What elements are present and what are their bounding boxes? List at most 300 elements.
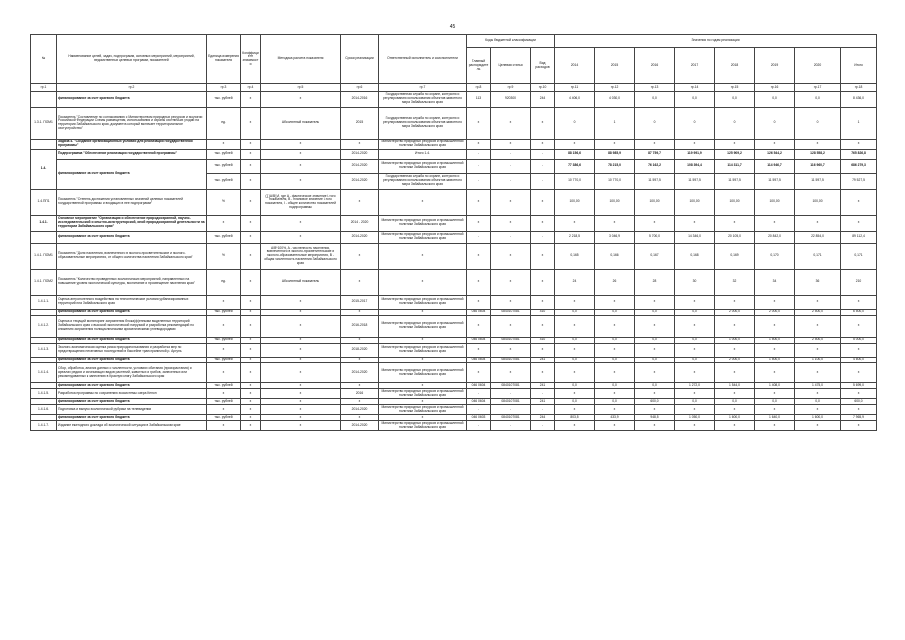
- row-number: 1.4.1.6.: [31, 405, 57, 415]
- row-unit: х: [207, 215, 241, 231]
- row-code-type: х: [531, 215, 555, 231]
- table-row: [31, 215, 877, 231]
- row-method: х: [261, 139, 341, 149]
- row-name: Эколого-экономическая оценка риска природопользования и разработка мер по предотвращению негативных последствий в бассейне трансграничной р. Аргунь: [57, 343, 207, 357]
- row-year-value: х: [675, 389, 715, 399]
- row-number: 1.3.1. ПОМ1: [31, 107, 57, 139]
- row-method: х: [261, 231, 341, 243]
- row-code-type: х: [531, 363, 555, 383]
- row-responsible: х: [379, 309, 467, 315]
- row-year-value: х: [795, 295, 841, 309]
- column-index: гр.13: [635, 84, 675, 91]
- row-number: [31, 91, 57, 107]
- row-year-value: х: [755, 315, 795, 337]
- row-year-value: 114 946,7: [755, 159, 795, 173]
- row-year-value: 2 218,5: [555, 231, 595, 243]
- row-method: х: [261, 337, 341, 343]
- row-year-value: х: [555, 295, 595, 309]
- row-year-value: 1 000,0: [715, 337, 755, 343]
- row-year-value: х: [755, 295, 795, 309]
- row-responsible: х: [379, 415, 467, 421]
- row-coef: х: [241, 231, 261, 243]
- row-term: 2016: [341, 389, 379, 399]
- col-year: 2018: [715, 48, 755, 84]
- row-year-value: 0,0: [595, 399, 635, 405]
- row-code-target: -: [491, 173, 531, 189]
- row-responsible: х: [379, 357, 467, 363]
- column-index: гр.6: [341, 84, 379, 91]
- col-no: №: [31, 35, 57, 84]
- row-unit: ед.: [207, 107, 241, 139]
- row-name: финансирование за счет краевого бюджета: [57, 337, 207, 343]
- column-index: гр.8: [467, 84, 491, 91]
- row-year-value: 100,00: [795, 189, 841, 215]
- row-code-gr: х: [467, 215, 491, 231]
- table-header: [31, 35, 877, 92]
- row-year-value: 34: [755, 269, 795, 295]
- row-year-value: х: [715, 405, 755, 415]
- row-year-value: х: [635, 343, 675, 357]
- row-year-value: 1 100,0: [795, 357, 841, 363]
- row-name: финансирование за счет краевого бюджета: [57, 309, 207, 315]
- row-year-value: 11 597,5: [635, 173, 675, 189]
- row-responsible: Министерство природных ресурсов и промышленной политики Забайкальского края: [379, 405, 467, 415]
- row-term: 2014-2020: [341, 405, 379, 415]
- row-unit: тыс. рублей: [207, 231, 241, 243]
- row-responsible: х: [379, 189, 467, 215]
- row-coef: х: [241, 315, 261, 337]
- row-name: Разработка программы по сохранению экосистемы озера Кенон: [57, 389, 207, 399]
- row-year-value: 0,0: [555, 383, 595, 389]
- row-year-value: х: [715, 215, 755, 231]
- row-number: 1.4.1.7.: [31, 421, 57, 431]
- row-code-target: -: [491, 159, 531, 173]
- row-number: 1.4.1.2.: [31, 315, 57, 337]
- table-row: [31, 243, 877, 269]
- row-year-value: х: [841, 421, 877, 431]
- row-year-value: х: [715, 363, 755, 383]
- row-year-value: 765 826,8: [841, 149, 877, 159]
- row-year-value: 36: [795, 269, 841, 295]
- row-code-target: 0840107081: [491, 357, 531, 363]
- row-responsible: Итого 1.4.: [379, 149, 467, 159]
- row-year-value: 600,0: [635, 399, 675, 405]
- col-year: Итого: [841, 48, 877, 84]
- row-year-value: 0,0: [755, 91, 795, 107]
- row-year-value: 0,0: [595, 357, 635, 363]
- row-code-type: -: [531, 405, 555, 415]
- row-coef: х: [241, 405, 261, 415]
- row-number: 1.4.1.1.: [31, 295, 57, 309]
- row-year-value: 100,00: [595, 189, 635, 215]
- row-year-value: 433,9: [595, 415, 635, 421]
- row-year-value: 0: [635, 107, 675, 139]
- row-coef: х: [241, 383, 261, 389]
- row-unit: тыс. рублей: [207, 149, 241, 159]
- row-year-value: 0,0: [555, 357, 595, 363]
- row-year-value: х: [675, 421, 715, 431]
- row-year-value: 126 544,2: [755, 149, 795, 159]
- row-year-value: 0,0: [595, 337, 635, 343]
- row-year-value: х: [635, 363, 675, 383]
- row-year-value: х: [595, 295, 635, 309]
- row-year-value: х: [795, 315, 841, 337]
- row-code-type: 410: [531, 309, 555, 315]
- col-resp: Ответственный исполнитель и соисполнители: [379, 35, 467, 84]
- row-year-value: 0,0: [675, 399, 715, 405]
- row-year-value: 0,0: [675, 337, 715, 343]
- row-method: A/B*100%, A - численность населения, вовлеченного в эколого-просветительские и эколого-образовательные мероприятия, B - общая численность населения Забайкальского края: [261, 243, 341, 269]
- col-coef: Коэффициент значимости: [241, 35, 261, 84]
- col-method: Методика расчета показателя: [261, 35, 341, 84]
- row-term: х: [341, 399, 379, 405]
- row-year-value: х: [595, 405, 635, 415]
- row-year-value: 14 346,0: [675, 231, 715, 243]
- row-code-type: -: [531, 421, 555, 431]
- row-coef: х: [241, 269, 261, 295]
- row-unit: х: [207, 295, 241, 309]
- row-unit: х: [207, 389, 241, 399]
- row-name: Показатель "Составление по согласованию с Министерством природных ресурсов и экологии Российской Федерации Схемы размещения, использования и охраны охотничьих угодий на территории Забайкальского края, документа который включает территориальное охотустройство": [57, 107, 207, 139]
- row-code-type: -: [531, 149, 555, 159]
- row-method: х: [261, 405, 341, 415]
- row-year-value: х: [635, 389, 675, 399]
- row-year-value: 1 600,0: [795, 415, 841, 421]
- row-name: Сбор, обработка, анализ данных о численности, условиях обитания (произрастания) и ареалах редких и исчезающих видов растений, животных и грибов, занесенных или рекомендованных к занесению в Красную книгу Забайкальского края: [57, 363, 207, 383]
- table-row: [31, 389, 877, 399]
- row-name: финансирование за счет краевого бюджета: [57, 357, 207, 363]
- row-year-value: 0,0: [795, 91, 841, 107]
- row-code-type: 241: [531, 383, 555, 389]
- row-code-target: 0840107081: [491, 383, 531, 389]
- row-year-value: х: [595, 343, 635, 357]
- row-code-type: 241: [531, 357, 555, 363]
- row-code-type: -: [531, 389, 555, 399]
- row-code-target: 0840107081: [491, 399, 531, 405]
- row-unit: х: [207, 139, 241, 149]
- row-coef: х: [241, 189, 261, 215]
- row-method: х: [261, 363, 341, 383]
- row-code-type: -: [531, 173, 555, 189]
- row-name: финансирование за счет краевого бюджета: [57, 399, 207, 405]
- row-responsible: Министерство природных ресурсов и промышленной политики Забайкальского края: [379, 315, 467, 337]
- row-method: (∑(A/B))/I, где A - фактическое значение i-того показателя, B - плановое значение i-того показателя, I - общее количество показателей подпрограммы: [261, 189, 341, 215]
- row-coef: х: [241, 337, 261, 343]
- row-coef: х: [241, 173, 261, 189]
- row-year-value: 20 842,0: [755, 231, 795, 243]
- row-coef: х: [241, 363, 261, 383]
- row-year-value: х: [841, 363, 877, 383]
- row-year-value: 20 105,0: [715, 231, 755, 243]
- row-code-gr: 046 0604: [467, 383, 491, 389]
- row-coef: х: [241, 139, 261, 149]
- column-index: гр.9: [491, 84, 531, 91]
- row-year-value: 11 597,5: [755, 173, 795, 189]
- table-row: [31, 139, 877, 149]
- column-index: гр.15: [715, 84, 755, 91]
- row-responsible: Министерство природных ресурсов и промышленной политики Забайкальского края: [379, 389, 467, 399]
- row-year-value: х: [715, 389, 755, 399]
- row-term: х: [341, 243, 379, 269]
- row-unit: тыс. рублей: [207, 91, 241, 107]
- table-row: [31, 231, 877, 243]
- row-year-value: 32: [715, 269, 755, 295]
- row-number: 1.4.1. ПОМ1: [31, 243, 57, 269]
- row-coef: х: [241, 159, 261, 173]
- row-year-value: 100,00: [635, 189, 675, 215]
- row-code-target: х: [491, 315, 531, 337]
- row-code-gr: -: [467, 389, 491, 399]
- column-index: гр.11: [555, 84, 595, 91]
- row-number: 1.4.1.4.: [31, 363, 57, 383]
- row-code-target: х: [491, 269, 531, 295]
- row-code-type: х: [531, 269, 555, 295]
- row-unit: х: [207, 363, 241, 383]
- row-year-value: 0,0: [555, 337, 595, 343]
- row-year-value: 0,0: [795, 399, 841, 405]
- row-year-value: х: [841, 389, 877, 399]
- row-year-value: х: [675, 363, 715, 383]
- col-budget-code-1: Главный распорядитель: [467, 48, 491, 84]
- row-year-value: 0,0: [555, 399, 595, 405]
- row-code-type: х: [531, 295, 555, 309]
- row-term: 2014-2020: [341, 363, 379, 383]
- row-unit: тыс. рублей: [207, 357, 241, 363]
- row-year-value: 2 000,0: [715, 357, 755, 363]
- row-code-target: х: [491, 107, 531, 139]
- row-year-value: 0,167: [635, 243, 675, 269]
- row-unit: тыс. рублей: [207, 383, 241, 389]
- page-number: 45: [449, 24, 456, 30]
- row-code-type: х: [531, 139, 555, 149]
- row-year-value: 1 475,0: [795, 383, 841, 389]
- row-year-value: х: [715, 421, 755, 431]
- row-code-target: 0840107081: [491, 309, 531, 315]
- table-row: [31, 421, 877, 431]
- row-coef: х: [241, 389, 261, 399]
- row-number: [31, 139, 57, 149]
- row-year-value: 2 000,0: [755, 309, 795, 315]
- row-unit: %: [207, 243, 241, 269]
- row-year-value: 4 030,0: [595, 91, 635, 107]
- row-year-value: 26: [595, 269, 635, 295]
- row-year-value: 1 640,0: [755, 415, 795, 421]
- row-code-type: -: [531, 159, 555, 173]
- row-number: 1.4.ПП1: [31, 189, 57, 215]
- program-table: [30, 34, 877, 431]
- row-term: 2015-2017: [341, 295, 379, 309]
- col-name: Наименование целей, задач, подпрограмм, основных мероприятий, мероприятий, ведомственных целевых программ, показателей: [57, 35, 207, 84]
- col-budget-codes: Коды бюджетной классификации: [467, 35, 555, 48]
- row-year-value: 0,0: [595, 309, 635, 315]
- row-year-value: 125 909,2: [715, 149, 755, 159]
- row-year-value: х: [675, 315, 715, 337]
- col-year: 2016: [635, 48, 675, 84]
- row-name: Показатель "Количество проведенных экологических мероприятий, направленных на повышение уровня экологической культуры, воспитание и просвещение населения края": [57, 269, 207, 295]
- row-name: Подпрограмма "Обеспечение реализации государственной программы": [57, 149, 207, 159]
- row-unit: тыс. рублей: [207, 159, 241, 173]
- row-year-value: х: [595, 421, 635, 431]
- row-year-value: 0: [555, 107, 595, 139]
- row-coef: х: [241, 149, 261, 159]
- row-name: Задача 4. "Создание организационных условий для реализации государственной программы": [57, 139, 207, 149]
- row-year-value: 0,171: [841, 243, 877, 269]
- row-name: Издание ежегодного доклада об экологической ситуации в Забайкальском крае: [57, 421, 207, 431]
- row-year-value: 0,0: [675, 357, 715, 363]
- row-year-value: 0: [675, 107, 715, 139]
- row-term: х: [341, 309, 379, 315]
- row-year-value: 1 408,0: [755, 383, 795, 389]
- row-code-target: 0840107081: [491, 337, 531, 343]
- row-year-value: 1 500,0: [755, 337, 795, 343]
- row-year-value: 76 162,2: [635, 159, 675, 173]
- row-code-gr: 046 0603: [467, 415, 491, 421]
- row-method: х: [261, 295, 341, 309]
- row-year-value: 0,166: [595, 243, 635, 269]
- row-unit: х: [207, 405, 241, 415]
- row-code-target: х: [491, 243, 531, 269]
- row-term: х: [341, 337, 379, 343]
- row-method: х: [261, 309, 341, 315]
- row-year-value: х: [635, 215, 675, 231]
- row-code-gr: -: [467, 149, 491, 159]
- row-year-value: 28: [635, 269, 675, 295]
- row-method: х: [261, 383, 341, 389]
- table-row: [31, 159, 877, 173]
- row-unit: х: [207, 315, 241, 337]
- row-year-value: х: [595, 363, 635, 383]
- row-year-value: 77 386,6: [555, 159, 595, 173]
- row-code-type: 244: [531, 415, 555, 421]
- row-unit: тыс. рублей: [207, 337, 241, 343]
- row-year-value: х: [675, 295, 715, 309]
- row-year-value: 88 985,9: [595, 149, 635, 159]
- row-year-value: 2 000,0: [715, 309, 755, 315]
- table-row: [31, 295, 877, 309]
- row-year-value: 100,00: [675, 189, 715, 215]
- row-term: 2014-2020: [341, 231, 379, 243]
- row-year-value: 686 279,3: [841, 159, 877, 173]
- col-values-by-year: Значения по годам реализации: [555, 35, 877, 48]
- row-responsible: х: [379, 399, 467, 405]
- row-year-value: 88 156,6: [555, 149, 595, 159]
- row-name: Оценка и текущий мониторинг загрязнения блока(ф)енными выделенных территорий Забайкальского края с высокой экологической нагрузкой и разработка рекомендаций по снижению загрязнения полициклическими ароматическими углеводородами: [57, 315, 207, 337]
- row-code-type: х: [531, 107, 555, 139]
- row-year-value: х: [755, 363, 795, 383]
- row-responsible: Государственная служба по охране, контролю и регулированию использования объектов животного мира Забайкальского края: [379, 91, 467, 107]
- table-row: [31, 343, 877, 357]
- row-code-type: х: [531, 315, 555, 337]
- row-number: 1.4.1. ПОМ2: [31, 269, 57, 295]
- column-index: гр.2: [57, 84, 207, 91]
- row-year-value: 5 000,0: [841, 337, 877, 343]
- row-year-value: 1: [841, 107, 877, 139]
- row-year-value: х: [755, 405, 795, 415]
- row-year-value: х: [635, 405, 675, 415]
- table-row: [31, 91, 877, 107]
- row-year-value: х: [795, 363, 841, 383]
- col-budget-code-2: Целевая статья: [491, 48, 531, 84]
- row-year-value: х: [675, 139, 715, 149]
- row-coef: х: [241, 243, 261, 269]
- row-code-type: -: [531, 231, 555, 243]
- row-term: 2014 - 2020: [341, 215, 379, 231]
- row-year-value: 22 854,0: [795, 231, 841, 243]
- column-index: гр.1: [31, 84, 57, 91]
- row-method: х: [261, 343, 341, 357]
- row-year-value: х: [755, 139, 795, 149]
- row-year-value: х: [555, 405, 595, 415]
- row-name: финансирование за счет краевого бюджета: [57, 231, 207, 243]
- row-term: х: [341, 139, 379, 149]
- row-name: финансирование за счет краевого бюджета: [57, 159, 207, 189]
- row-code-target: х: [491, 215, 531, 231]
- row-year-value: 2 500,0: [795, 337, 841, 343]
- row-method: х: [261, 159, 341, 173]
- row-code-target: х: [491, 363, 531, 383]
- row-year-value: 0,0: [675, 309, 715, 315]
- row-code-gr: 046 0604: [467, 337, 491, 343]
- row-year-value: х: [755, 421, 795, 431]
- row-year-value: 100,00: [715, 189, 755, 215]
- row-responsible: х: [379, 383, 467, 389]
- row-year-value: х: [635, 315, 675, 337]
- row-code-target: -: [491, 149, 531, 159]
- row-code-type: х: [531, 189, 555, 215]
- row-code-type: х: [531, 243, 555, 269]
- row-method: Абсолютный показатель: [261, 107, 341, 139]
- row-year-value: 128 558,2: [795, 149, 841, 159]
- row-coef: х: [241, 91, 261, 107]
- row-year-value: 108 394,4: [675, 159, 715, 173]
- row-method: х: [261, 399, 341, 405]
- table-body: [31, 91, 877, 431]
- row-code-gr: х: [467, 295, 491, 309]
- row-coef: х: [241, 421, 261, 431]
- row-year-value: 0,171: [795, 243, 841, 269]
- col-year: 2020: [795, 48, 841, 84]
- row-responsible: Министерство природных ресурсов и промышленной политики Забайкальского края: [379, 215, 467, 231]
- row-year-value: х: [841, 189, 877, 215]
- column-index: гр.14: [675, 84, 715, 91]
- row-term: 2014-2020: [341, 149, 379, 159]
- row-year-value: х: [595, 139, 635, 149]
- row-year-value: 948,5: [635, 415, 675, 421]
- column-index: гр.17: [795, 84, 841, 91]
- row-year-value: 0: [795, 107, 841, 139]
- row-name: финансирование за счет краевого бюджета: [57, 415, 207, 421]
- row-code-gr: х: [467, 107, 491, 139]
- col-year: 2015: [595, 48, 635, 84]
- row-year-value: 2 500,0: [795, 309, 841, 315]
- row-year-value: 0,0: [715, 91, 755, 107]
- row-code-gr: х: [467, 315, 491, 337]
- row-coef: х: [241, 295, 261, 309]
- row-method: х: [261, 357, 341, 363]
- row-unit: тыс. рублей: [207, 399, 241, 405]
- row-year-value: х: [635, 139, 675, 149]
- row-code-gr: х: [467, 343, 491, 357]
- row-code-target: х: [491, 295, 531, 309]
- row-code-type: х: [531, 343, 555, 357]
- row-year-value: 0,0: [675, 91, 715, 107]
- row-year-value: х: [555, 389, 595, 399]
- column-index: гр.7: [379, 84, 467, 91]
- row-year-value: х: [841, 343, 877, 357]
- row-year-value: 5 699,0: [841, 383, 877, 389]
- row-year-value: 11 597,5: [675, 173, 715, 189]
- row-code-gr: х: [467, 243, 491, 269]
